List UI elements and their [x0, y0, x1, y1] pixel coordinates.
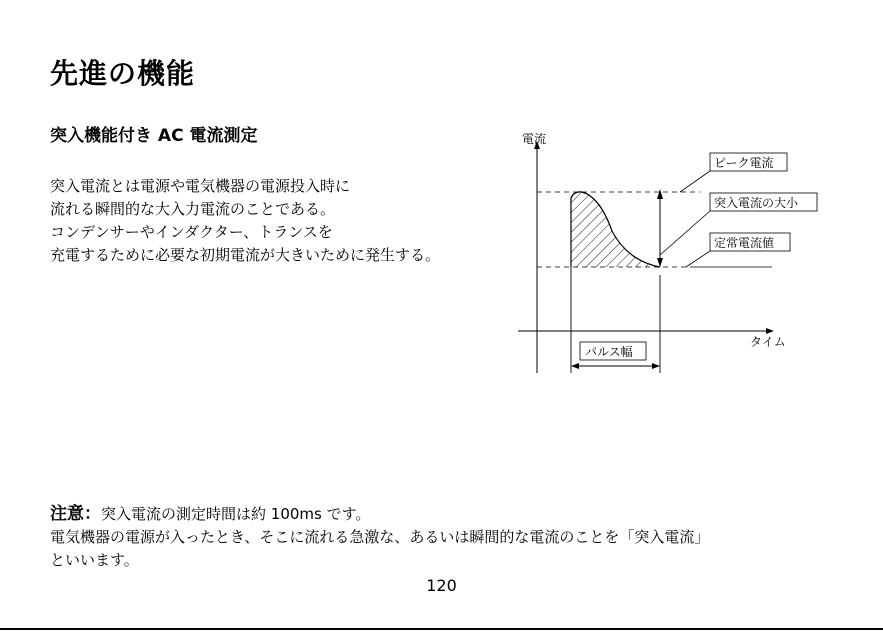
magnitude-arrow-bottom	[657, 258, 663, 267]
note-block	[50, 503, 709, 572]
body-line-3: コンデンサーやインダクター、トランスを	[50, 223, 333, 241]
magnitude-label: 突入電流の大小	[714, 196, 799, 210]
pulse-width-label: パルス幅	[585, 345, 633, 359]
page-number: 120	[426, 576, 457, 595]
steady-label: 定常電流値	[714, 236, 775, 250]
peak-leader-line	[680, 171, 710, 192]
inrush-current-diagram	[500, 125, 830, 380]
page-title: 先進の機能	[50, 57, 196, 90]
inrush-area	[571, 192, 660, 267]
magnitude-leader-line	[660, 211, 710, 255]
note-line-1	[50, 503, 709, 526]
section-title: 突入機能付き AC 電流測定	[50, 126, 258, 146]
note-text: 突入電流の測定時間は約 100ms です。	[101, 505, 371, 523]
note-line-3: といいます。	[50, 551, 139, 569]
steady-leader-line	[686, 251, 710, 267]
body-line-4: 充電するために必要な初期電流が大きいために発生する。	[50, 246, 441, 264]
x-axis-arrow	[766, 328, 774, 334]
note-label: 注意：	[50, 504, 101, 524]
x-axis-label: タイム	[750, 335, 786, 349]
peak-label: ピーク電流	[714, 156, 774, 170]
body-line-1: 突入電流とは電源や電気機器の電源投入時に	[50, 177, 351, 195]
pulse-width-arrow-left	[571, 363, 579, 369]
y-axis-label: 電流	[522, 132, 547, 146]
note-line-2: 電気機器の電源が入ったとき、そこに流れる急激な、あるいは瞬間的な電流のことを「突入電流」	[50, 528, 710, 546]
bottom-rule	[0, 628, 883, 630]
body-line-2: 流れる瞬間的な大入力電流のことである。	[50, 200, 336, 218]
pulse-width-arrow-right	[652, 363, 660, 369]
magnitude-arrow-top	[657, 189, 663, 199]
